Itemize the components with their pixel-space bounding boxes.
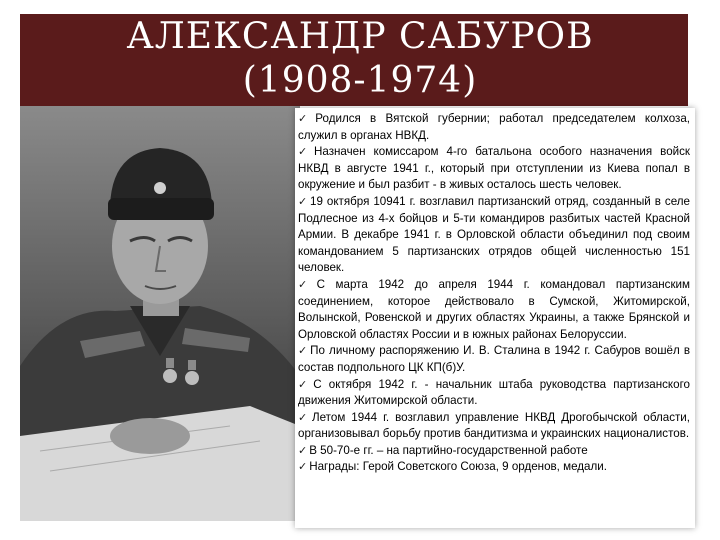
list-item xyxy=(298,111,690,144)
bullet-text: Назначен комиссаром 4-го батальона особого назначения войск НКВД в августе 1941 г., который при отступлении из Киева попал в окружение и был разбит - в живых осталось шесть человек. xyxy=(298,145,691,192)
bullet-text: Родился в Вятской губернии; работал председателем колхоза, служил в органах НВКД. xyxy=(298,112,691,142)
bullet-text: С октября 1942 г. - начальник штаба руководства партизанского движения Житомирской области. xyxy=(298,377,690,408)
list-item xyxy=(298,343,690,376)
portrait-photo xyxy=(20,106,300,521)
slide-title-years: (1908-1974) xyxy=(242,60,478,101)
bullet-text: По личному распоряжению И. В. Сталина в 1942 г. Сабуров вошёл в состав подпольного ЦК КП(б)У. xyxy=(298,344,691,374)
list-item xyxy=(298,443,690,460)
bullet-text: Награды: Герой Советского Союза, 9 орденов, медали. xyxy=(309,460,607,474)
check-icon: ✓ xyxy=(298,278,315,291)
check-icon: ✓ xyxy=(298,444,308,457)
check-icon: ✓ xyxy=(298,378,312,391)
bullet-text: В 50-70-е гг. – на партийно-государственной работе xyxy=(309,443,588,457)
list-item xyxy=(298,194,690,277)
slide-title-name: АЛЕКСАНДР САБУРОВ xyxy=(126,16,594,57)
list-item xyxy=(298,277,690,343)
biography-list xyxy=(298,111,690,476)
check-icon: ✓ xyxy=(298,146,313,159)
bullet-text: Летом 1944 г. возглавил управление НКВД Дрогобычской области, организовывал борьбу против бандитизма и украинских националистов. xyxy=(298,410,690,441)
check-icon: ✓ xyxy=(298,461,308,474)
check-icon: ✓ xyxy=(298,411,311,424)
bullet-text: 19 октября 10941 г. возглавил партизанский отряд, созданный в селе Подлесное из 4-х бойцов и 5-ти командиров разбитых частей Красной Армии. В декабре 1941 г. в Орловской области объединил под своим командованием 5 партизанских отрядов общей численностью 151 человек. xyxy=(298,194,690,275)
list-item xyxy=(298,410,690,443)
check-icon: ✓ xyxy=(298,195,308,208)
list-item xyxy=(298,377,690,410)
list-item xyxy=(298,144,690,194)
check-icon: ✓ xyxy=(298,345,309,358)
list-item xyxy=(298,459,690,476)
check-icon: ✓ xyxy=(298,113,314,125)
bullet-text: С марта 1942 до апреля 1944 г. командовал партизанским соединением, которое действовало в Сумской, Житомирской, Волынской, Ровенской и других областях Украины, а также Брянской и Орловской областях России и в южных районах Белоруссии. xyxy=(298,277,691,341)
portrait-illustration xyxy=(20,106,300,521)
